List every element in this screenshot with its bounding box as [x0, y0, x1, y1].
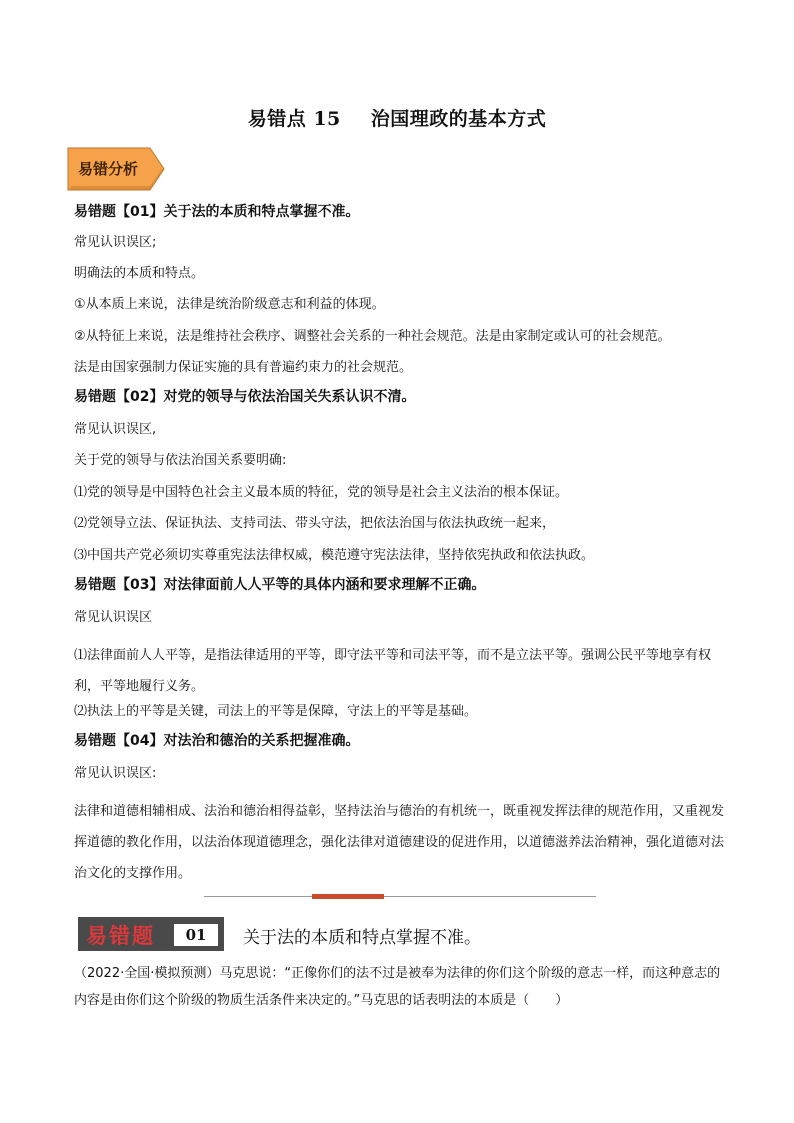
- text-line: 法是由国家强制力保证实施的具有普遍约束力的社会规范。: [74, 360, 413, 375]
- text-line: 关于党的领导与依法治国关系要明确:: [74, 453, 287, 468]
- text-line: 常见认识误区;: [74, 235, 157, 250]
- error-question-heading-02: 易错题【02】对党的领导与依法治国关失系认识不清。: [74, 389, 416, 405]
- page-title-part2: 治国理政的基本方式: [370, 108, 547, 130]
- text-line: ⑵执法上的平等是关键，司法上的平等是保障，守法上的平等是基础。: [74, 704, 478, 719]
- error-question-heading-01: 易错题【01】关于法的本质和特点掌握不准。: [74, 204, 360, 220]
- page-title: [0, 104, 794, 131]
- error-question-heading-04: 易错题【04】对法治和德治的关系把握准确。: [74, 733, 360, 749]
- text-line: 常见认识误区: [74, 610, 153, 625]
- text-line: ⑴党的领导是中国特色社会主义最本质的特征，党的领导是社会主义法治的根本保证。: [74, 485, 569, 500]
- error-question-heading-03: 易错题【03】对法律面前人人平等的具体内涵和要求理解不正确。: [74, 577, 486, 593]
- text-line: 明确法的本质和特点。: [74, 266, 205, 281]
- section-divider: [204, 896, 596, 897]
- question-banner-number: 01: [174, 924, 218, 946]
- section-tag: [66, 146, 166, 192]
- section-divider-accent: [312, 894, 384, 899]
- text-line: ⑶中国共产党必须切实尊重宪法法律权威，模范遵守宪法法律，坚持依宪执政和依法执政。: [74, 548, 595, 563]
- text-line: ①从本质上来说，法律是统治阶级意志和利益的体现。: [74, 297, 385, 312]
- section-tag-label: 易错分析: [78, 160, 139, 178]
- question-banner-label: 易错题: [86, 923, 155, 948]
- page-title-part1: 易错点 15: [247, 108, 341, 130]
- text-line: ⑵党领导立法、保证执法、支持司法、带头守法，把依法治国与依法执政统一起来，: [74, 516, 556, 531]
- text-paragraph: ⑴法律面前人人平等，是指法律适用的平等，即守法平等和司法平等，而不是立法平等。强调公民平等地享有权利，平等地履行义务。: [74, 648, 712, 694]
- text-paragraph: 法律和道德相辅相成、法治和德治相得益彰，坚持法治与德治的有机统一，既重视发挥法律的规范作用，又重视发挥道德的教化作用，以法治体现道德理念，强化法律对道德建设的促进作用，以道德滋养法治精神，强化道德对法治文化的支撑作用。: [74, 804, 725, 881]
- text-line: 常见认识误区:: [74, 766, 157, 781]
- text-line: 常见认识误区,: [74, 422, 157, 437]
- text-line: ②从特征上来说，法是维持社会秩序、调整社会关系的一种社会规范。法是由家制定或认可的社会规范。: [74, 329, 671, 344]
- question-banner-title: 关于法的本质和特点掌握不准。: [243, 928, 481, 948]
- question-text: （2022·全国·模拟预测）马克思说：“正像你们的法不过是被奉为法律的你们这个阶级的意志一样，而这种意志的内容是由你们这个阶级的物质生活条件来决定的。”马克思的话表明法的本质是（ ）: [74, 966, 721, 1008]
